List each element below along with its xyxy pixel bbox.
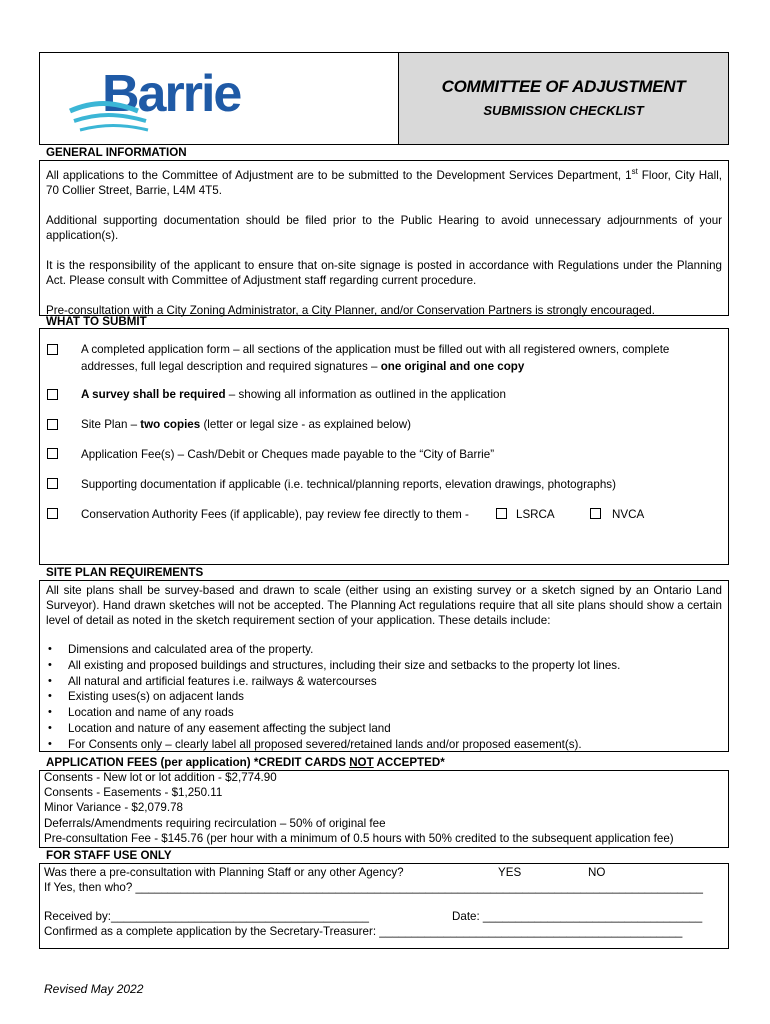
item-site-plan: Site Plan – two copies (letter or legal size - as explained below) — [81, 418, 411, 431]
siteplan-intro: All site plans shall be survey-based and drawn to scale (either using an existing survey or a sketch signed by an Ontario Land Surveyor). Hand drawn sketches will not be accepted. The Planning Act regulations require that all site plans should show a certain level of detail as noted in the sketch requirement section of your application. These details include: — [46, 584, 722, 627]
logo-text: Barrie — [102, 65, 241, 123]
logo-area — [40, 53, 398, 144]
bullet-icon: • — [48, 706, 52, 719]
staff-who-field[interactable]: If Yes, then who? ________________________________________________________________________________________ — [44, 881, 703, 894]
barrie-logo — [68, 59, 268, 139]
siteplan-bullet-item: Location and nature of any easement affecting the subject land — [68, 722, 391, 735]
label-lsrca: LSRCA — [516, 508, 555, 521]
bullet-icon: • — [48, 722, 52, 734]
siteplan-bullet-item: All natural and artificial features i.e. railways & watercourses — [68, 674, 377, 688]
staff-date-field[interactable]: Date: __________________________________ — [452, 910, 703, 923]
staff-yes[interactable]: YES — [498, 866, 522, 879]
siteplan-heading: SITE PLAN REQUIREMENTS — [46, 566, 204, 579]
general-heading: GENERAL INFORMATION — [46, 146, 187, 159]
siteplan-bullet-item: For Consents only – clearly label all proposed severed/retained lands and/or proposed easement(s). — [68, 737, 582, 751]
general-section — [39, 160, 729, 316]
general-p3: It is the responsibility of the applicant to ensure that on-site signage is posted in accordance with Regulations under the Planning Act. Please consult with Committee of Adjustment staff regarding current procedure. — [46, 258, 722, 288]
siteplan-bullet-item: All existing and proposed buildings and structures, including their size and setbacks to the property lot lines. — [68, 658, 621, 672]
header-box — [39, 52, 729, 145]
checkbox-conservation-fees[interactable] — [47, 508, 58, 519]
item-application-form: A completed application form – all sections of the application must be filled out with all registered owners, complete addresses, full legal description and required signatures – one original and one copy — [81, 343, 670, 373]
item-conservation-fees: Conservation Authority Fees (if applicable), pay review fee directly to them - — [81, 508, 469, 521]
siteplan-bullet-item: Location and name of any roads — [68, 706, 234, 720]
fees-heading: APPLICATION FEES (per application) *CREDIT CARDS NOT ACCEPTED* — [46, 756, 445, 769]
bullet-icon: • — [48, 690, 52, 703]
fee-line: Minor Variance - $2,079.78 — [44, 801, 183, 815]
label-nvca: NVCA — [612, 508, 645, 521]
checkbox-lsrca[interactable] — [496, 508, 507, 519]
title-area — [398, 53, 728, 144]
revision-note: Revised May 2022 — [44, 982, 144, 996]
general-p1: All applications to the Committee of Adjustment are to be submitted to the Development Services Department, 1st Floor, City Hall, 70 Collier Street, Barrie, L4M 4T5. — [46, 167, 722, 198]
checkbox-application-fee[interactable] — [47, 448, 58, 459]
checkbox-site-plan[interactable] — [47, 419, 58, 430]
fee-line: Deferrals/Amendments requiring recirculation – 50% of original fee — [44, 816, 386, 830]
page-title: COMMITTEE OF ADJUSTMENT — [441, 77, 686, 96]
staff-no[interactable]: NO — [588, 866, 606, 879]
bullet-icon: • — [48, 643, 52, 655]
staff-question: Was there a pre-consultation with Planning Staff or any other Agency? — [44, 866, 404, 879]
bullet-icon: • — [48, 737, 52, 750]
siteplan-bullet-item: Existing uses(s) on adjacent lands — [68, 690, 244, 704]
item-supporting-docs: Supporting documentation if applicable (i.e. technical/planning reports, elevation drawings, photographs) — [81, 478, 616, 491]
fee-line: Consents - Easements - $1,250.11 — [44, 786, 223, 800]
checkbox-supporting-docs[interactable] — [47, 478, 58, 489]
page-subtitle: SUBMISSION CHECKLIST — [483, 103, 644, 118]
item-survey: A survey shall be required – showing all information as outlined in the application — [81, 388, 506, 401]
bullet-icon: • — [48, 658, 52, 671]
siteplan-bullet-item: Dimensions and calculated area of the property. — [68, 643, 314, 656]
staff-heading: FOR STAFF USE ONLY — [46, 849, 172, 862]
item-application-fee: Application Fee(s) – Cash/Debit or Cheques made payable to the “City of Barrie” — [81, 448, 495, 461]
checkbox-survey[interactable] — [47, 389, 58, 400]
general-p4: Pre-consultation with a City Zoning Administrator, a City Planner, and/or Conservation Partners is strongly encouraged. — [46, 303, 655, 317]
checkbox-nvca[interactable] — [590, 508, 601, 519]
bullet-icon: • — [48, 674, 52, 687]
general-p2: Additional supporting documentation should be filed prior to the Public Hearing to avoid unnecessary adjournments of your application(s). — [46, 213, 722, 243]
fee-line: Consents - New lot or lot addition - $2,774.90 — [44, 771, 277, 784]
staff-received-field[interactable]: Received by:________________________________________ — [44, 910, 369, 923]
submit-heading: WHAT TO SUBMIT — [46, 315, 147, 328]
staff-confirmed-field[interactable]: Confirmed as a complete application by the Secretary-Treasurer: _______________________________________________ — [44, 925, 683, 938]
wave-3 — [80, 126, 148, 131]
fee-line: Pre-consultation Fee - $145.76 (per hour with a minimum of 0.5 hours with 50% credited to the subsequent application fee) — [44, 831, 674, 845]
checkbox-application-form[interactable] — [47, 344, 58, 355]
